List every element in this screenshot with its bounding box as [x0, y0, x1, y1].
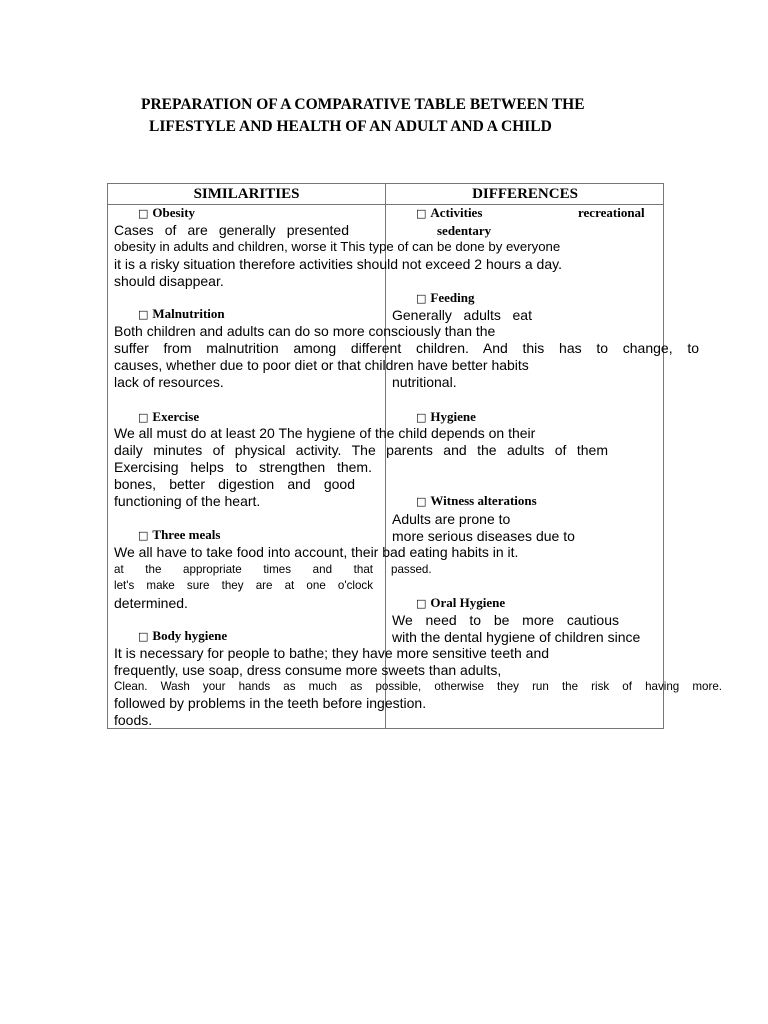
- checkbox-icon: □: [416, 495, 427, 508]
- subheading-witness-alterations: □ Witness alterations: [416, 493, 537, 508]
- text-line: determined.: [114, 595, 188, 611]
- text-line: nutritional.: [392, 374, 457, 390]
- text-line: Clean. Wash your hands as much as possible, otherwise they run the risk of having more.: [114, 680, 722, 693]
- text-line: We all have to take food into account, their bad eating habits in it.: [114, 544, 519, 560]
- text-line: causes, whether due to poor diet or that children have better habits: [114, 357, 529, 373]
- text-line: Both children and adults can do so more consciously than the: [114, 323, 496, 339]
- text-line: obesity in adults and children, worse it This type of can be done by everyone: [114, 239, 561, 254]
- text-line: We all must do at least 20 The hygiene of the child depends on their: [114, 425, 536, 441]
- text-line: more serious diseases due to: [392, 528, 575, 544]
- checkbox-icon: □: [416, 597, 427, 610]
- title-line-2: LIFESTYLE AND HEALTH OF AN ADULT AND A CHILD: [149, 118, 552, 135]
- subheading-body-hygiene: □ Body hygiene: [138, 628, 228, 643]
- subheading-recreational: recreational: [578, 205, 645, 220]
- text-line: Cases of are generally presented: [114, 222, 349, 238]
- checkbox-icon: □: [138, 207, 149, 220]
- text-line: Generally adults eat: [392, 307, 532, 323]
- text-line: bones, better digestion and good: [114, 476, 355, 492]
- checkbox-icon: □: [416, 207, 427, 220]
- subheading-hygiene: □ Hygiene: [416, 409, 476, 424]
- title-line-1: PREPARATION OF A COMPARATIVE TABLE BETWEEN THE: [141, 96, 585, 113]
- text-line: with the dental hygiene of children since: [392, 629, 641, 645]
- checkbox-icon: □: [138, 411, 149, 424]
- header-differences: DIFFERENCES: [472, 186, 578, 202]
- text-line: passed.: [391, 563, 432, 576]
- checkbox-icon: □: [416, 411, 427, 424]
- checkbox-icon: □: [138, 529, 149, 542]
- text-line: It is necessary for people to bathe; they have more sensitive teeth and: [114, 645, 550, 661]
- subheading-obesity: □ Obesity: [138, 205, 196, 220]
- text-line: let's make sure they are at one o'clock: [114, 579, 373, 592]
- text-line: We need to be more cautious: [392, 612, 619, 628]
- text-line: Exercising helps to strengthen them.: [114, 459, 372, 475]
- text-line: lack of resources.: [114, 374, 224, 390]
- text-line: followed by problems in the teeth before ingestion.: [114, 695, 427, 711]
- header-similarities: SIMILARITIES: [193, 186, 300, 202]
- checkbox-icon: □: [138, 308, 149, 321]
- subheading-activities: □ Activities: [416, 205, 483, 220]
- text-line: should disappear.: [114, 273, 224, 289]
- text-line: functioning of the heart.: [114, 493, 261, 509]
- text-line: frequently, use soap, dress consume more sweets than adults,: [114, 662, 502, 678]
- subheading-feeding: □ Feeding: [416, 290, 475, 305]
- subheading-three-meals: □ Three meals: [138, 527, 221, 542]
- subheading-oral-hygiene: □ Oral Hygiene: [416, 595, 506, 610]
- text-line: foods.: [114, 712, 153, 728]
- checkbox-icon: □: [416, 292, 427, 305]
- text-line: daily minutes of physical activity. The parents and the adults of them: [114, 442, 608, 458]
- checkbox-icon: □: [138, 630, 149, 643]
- text-line: it is a risky situation therefore activities should not exceed 2 hours a day.: [114, 256, 562, 272]
- text-line: suffer from malnutrition among different children. And this has to change, to: [114, 340, 699, 356]
- subheading-sedentary: sedentary: [437, 223, 492, 238]
- text-line: Adults are prone to: [392, 511, 511, 527]
- subheading-exercise: □ Exercise: [138, 409, 200, 424]
- subheading-malnutrition: □ Malnutrition: [138, 306, 225, 321]
- text-line: at the appropriate times and that: [114, 563, 373, 576]
